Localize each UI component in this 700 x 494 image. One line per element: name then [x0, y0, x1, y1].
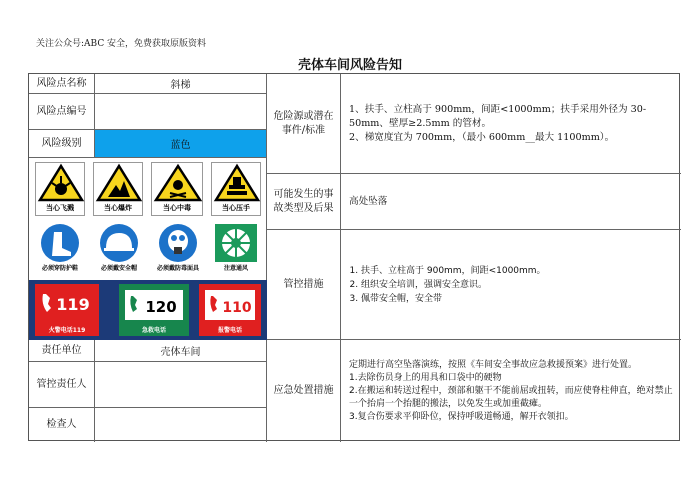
- sign-caption: 注意通风: [223, 265, 248, 272]
- risk-number-label: 风险点编号: [29, 94, 95, 130]
- sign-caption: 当心中毒: [163, 204, 191, 212]
- control-item: 1. 扶手、立柱高于 900mm，间距<1000mm。: [361, 264, 546, 278]
- phone-number: 119: [56, 295, 90, 314]
- sign-caption: 当心飞溅: [46, 204, 74, 212]
- page-title: 壳体车间风险告知: [297, 58, 402, 73]
- emergency-label: 应急处置措施: [267, 340, 341, 442]
- sign-caption: 当心压手: [222, 204, 250, 212]
- sign-caption: 必须戴安全帽: [100, 265, 137, 272]
- pinch-warning-icon: [211, 162, 261, 216]
- gas-mask-icon: [153, 222, 203, 274]
- fire-phone-sign: [35, 284, 99, 336]
- safety-helmet-icon: [93, 222, 145, 274]
- hazard-content: [341, 74, 681, 174]
- explosion-warning-icon: [93, 162, 143, 216]
- sign-caption: 火警电话119: [48, 327, 86, 334]
- hazard-line: 1、扶手、立柱高于 900mm，间距<1000mm；扶手采用外径为 30-50mm、壁厚≥2.5mm 的管材。: [349, 103, 647, 129]
- risk-level-value: 蓝色: [95, 130, 267, 158]
- emergency-content: [341, 340, 681, 442]
- sign-caption: 当心爆炸: [104, 204, 132, 212]
- hazard-line: 2、梯宽度宜为 700mm，（最小 600mm__最大 1100mm）。: [349, 131, 615, 143]
- emergency-line: 1.去除伤员身上的用具和口袋中的硬物: [349, 372, 502, 383]
- emergency-line: 3.复合伤要求平仰卧位，保持呼吸道畅通，解开衣领扣。: [349, 411, 574, 422]
- responsible-unit-label: 责任单位: [29, 340, 95, 362]
- risk-name-value: 斜梯: [95, 74, 267, 94]
- phone-number: 110: [222, 300, 252, 316]
- accident-type-value: 高处坠落: [341, 174, 681, 230]
- protective-boots-icon: [35, 222, 85, 274]
- police-phone-sign: [199, 284, 261, 336]
- inspector-label: 检查人: [29, 408, 95, 442]
- risk-table: [28, 73, 680, 441]
- accident-type-label: 可能发生的事故类型及后果: [267, 174, 341, 230]
- poison-warning-icon: [151, 162, 203, 216]
- watermark-text: 关注公众号:ABC 安全，免费获取原版资料: [36, 39, 207, 49]
- sign-caption: 报警电话: [217, 327, 242, 334]
- emergency-phone-strip: [29, 280, 267, 340]
- sign-caption: 必须穿防护鞋: [41, 265, 78, 272]
- hazard-label: 危险源或潜在事件/标准: [267, 74, 341, 174]
- control-item: 3. 佩带安全帽，安全带: [361, 292, 546, 306]
- emergency-line: 定期进行高空坠落演练，按照《车间安全事故应急救援预案》进行处置。: [349, 359, 638, 370]
- control-person-value: [95, 362, 267, 408]
- emergency-line: 2.在搬运和转送过程中，颈部和躯干不能前屈或扭转，而应使脊柱伸直，绝对禁止一个抬肩一个抬腿的搬法，以免发生或加重截瘫。: [349, 385, 673, 409]
- safety-signs-panel: [29, 158, 267, 340]
- ambulance-phone-sign: [119, 284, 189, 336]
- emergency-shower-icon: [211, 222, 261, 274]
- responsible-unit-value: 壳体车间: [95, 340, 267, 362]
- phone-number: 120: [145, 298, 177, 316]
- risk-name-label: 风险点名称: [29, 74, 95, 94]
- control-measures-label: 管控措施: [267, 230, 341, 340]
- risk-level-label: 风险级别: [29, 130, 95, 158]
- risk-number-value: [95, 94, 267, 130]
- explosion-warning-icon: [35, 162, 85, 216]
- control-person-label: 管控责任人: [29, 362, 95, 408]
- inspector-value: [95, 408, 267, 442]
- control-item: 2. 组织安全培训，强调安全意识。: [361, 278, 546, 292]
- sign-caption: 急救电话: [141, 327, 166, 334]
- sign-caption: 必须戴防毒面具: [156, 265, 199, 272]
- control-measures-content: [341, 230, 681, 340]
